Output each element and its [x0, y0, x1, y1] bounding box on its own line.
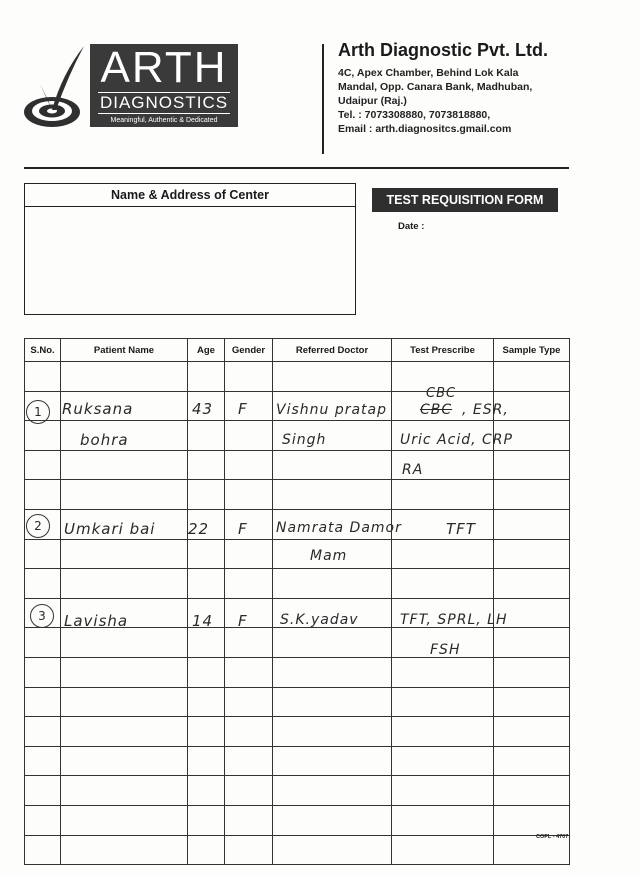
- table-row: [25, 717, 570, 747]
- table-cell: [494, 480, 570, 510]
- table-cell: [61, 776, 188, 806]
- table-cell: [273, 569, 392, 599]
- referred-doctor: Mam: [310, 548, 348, 564]
- test-prescribed: RA: [402, 462, 424, 478]
- table-cell: [494, 717, 570, 747]
- address-line: Udaipur (Raj.): [338, 95, 407, 107]
- table-cell: [61, 805, 188, 835]
- phone-line: Tel. : 7073308880, 7073818880,: [338, 109, 491, 121]
- table-cell: [494, 746, 570, 776]
- table-cell: [61, 362, 188, 392]
- test-prescribed: , ESR,: [462, 402, 509, 418]
- table-cell: [273, 450, 392, 480]
- logo-brand-text: ARTH: [100, 43, 228, 92]
- table-row: [25, 480, 570, 510]
- target-logo-icon: [22, 44, 90, 132]
- table-row: [25, 805, 570, 835]
- table-row: [25, 776, 570, 806]
- table-cell: [494, 569, 570, 599]
- patient-name: bohra: [80, 431, 129, 449]
- table-cell: [225, 421, 273, 451]
- center-box-divider: [25, 206, 355, 207]
- table-cell: [188, 657, 225, 687]
- table-cell: [494, 509, 570, 539]
- table-cell: [392, 717, 494, 747]
- table-cell: [273, 717, 392, 747]
- table-row: [25, 835, 570, 865]
- table-row: [25, 569, 570, 599]
- col-header-referred-doctor: Referred Doctor: [273, 339, 392, 362]
- table-row: [25, 362, 570, 392]
- table-cell: [25, 746, 61, 776]
- test-prescribed-struck: CBC: [420, 402, 453, 418]
- table-cell: [25, 569, 61, 599]
- col-header-patient-name: Patient Name: [61, 339, 188, 362]
- table-cell: [273, 628, 392, 658]
- table-cell: [61, 687, 188, 717]
- table-cell: [61, 657, 188, 687]
- col-header-test-prescribe: Test Prescribe: [392, 339, 494, 362]
- center-address-box: [24, 183, 356, 315]
- patient-age: 14: [192, 612, 214, 630]
- table-cell: [61, 539, 188, 569]
- form-title-banner: TEST REQUISITION FORM: [372, 188, 558, 212]
- table-cell: [188, 362, 225, 392]
- table-cell: [494, 687, 570, 717]
- table-cell: [392, 805, 494, 835]
- patient-gender: F: [238, 612, 248, 630]
- patient-gender: F: [238, 520, 248, 538]
- table-cell: [61, 835, 188, 865]
- logo-tagline: Meaningful, Authentic & Dedicated: [110, 117, 218, 124]
- table-cell: [273, 687, 392, 717]
- table-cell: [225, 539, 273, 569]
- table-cell: [392, 539, 494, 569]
- table-cell: [225, 717, 273, 747]
- center-box-title: Name & Address of Center: [111, 188, 269, 202]
- table-cell: [225, 569, 273, 599]
- table-cell: [61, 746, 188, 776]
- table-cell: [25, 480, 61, 510]
- test-prescribed: FSH: [430, 642, 461, 658]
- table-cell: [25, 717, 61, 747]
- table-cell: [25, 687, 61, 717]
- patient-name: Ruksana: [62, 400, 134, 418]
- table-cell: [494, 450, 570, 480]
- table-cell: [392, 509, 494, 539]
- table-cell: [392, 835, 494, 865]
- test-prescribed: TFT: [446, 520, 476, 538]
- referred-doctor: Vishnu pratap: [276, 402, 388, 418]
- table-cell: [25, 362, 61, 392]
- table-row: [25, 657, 570, 687]
- test-prescribed: TFT, SPRL, LH: [400, 612, 508, 628]
- table-cell: [188, 539, 225, 569]
- col-header-sample-type: Sample Type: [494, 339, 570, 362]
- header-divider: [322, 44, 324, 154]
- table-cell: [225, 657, 273, 687]
- table-cell: [188, 776, 225, 806]
- table-cell: [273, 480, 392, 510]
- table-cell: [494, 628, 570, 658]
- table-row: [25, 628, 570, 658]
- table-cell: [225, 746, 273, 776]
- header-rule: [24, 167, 569, 169]
- date-label: Date :: [398, 221, 425, 232]
- table-cell: [225, 628, 273, 658]
- company-address: [338, 66, 568, 136]
- company-name: Arth Diagnostic Pvt. Ltd.: [338, 40, 549, 60]
- address-line: Mandal, Opp. Canara Bank, Madhuban,: [338, 81, 533, 93]
- entry-number: 3: [30, 604, 54, 628]
- col-header-age: Age: [188, 339, 225, 362]
- table-cell: [494, 539, 570, 569]
- table-cell: [225, 776, 273, 806]
- patient-name: Lavisha: [64, 612, 129, 630]
- table-cell: [225, 598, 273, 628]
- table-cell: [225, 805, 273, 835]
- col-header-sno: S.No.: [25, 339, 61, 362]
- table-cell: [273, 362, 392, 392]
- table-cell: [188, 450, 225, 480]
- table-cell: [25, 657, 61, 687]
- table-cell: [188, 569, 225, 599]
- table-cell: [225, 687, 273, 717]
- patient-age: 22: [188, 520, 210, 538]
- patient-age: 43: [192, 400, 214, 418]
- table-cell: [61, 569, 188, 599]
- table-cell: [188, 805, 225, 835]
- referred-doctor: Singh: [282, 432, 327, 448]
- table-cell: [225, 391, 273, 421]
- table-cell: [25, 628, 61, 658]
- brand-logo: [90, 44, 238, 127]
- email-line: Email : arth.diagnositcs.gmail.com: [338, 123, 512, 135]
- referred-doctor: S.K.yadav: [280, 612, 359, 628]
- table-cell: [273, 746, 392, 776]
- table-cell: [61, 450, 188, 480]
- table-cell: [61, 717, 188, 747]
- patient-gender: F: [238, 400, 248, 418]
- test-prescribed: Uric Acid, CRP: [400, 432, 513, 448]
- table-row: [25, 687, 570, 717]
- table-cell: [61, 628, 188, 658]
- table-cell: [225, 509, 273, 539]
- table-cell: [188, 480, 225, 510]
- table-cell: [494, 362, 570, 392]
- table-cell: [25, 776, 61, 806]
- table-row: [25, 539, 570, 569]
- table-cell: [225, 480, 273, 510]
- entry-number: 2: [26, 514, 50, 538]
- table-cell: [392, 569, 494, 599]
- table-cell: [273, 657, 392, 687]
- table-cell: [392, 480, 494, 510]
- table-cell: [273, 776, 392, 806]
- table-cell: [188, 687, 225, 717]
- patient-name: Umkari bai: [64, 520, 156, 538]
- table-row: [25, 746, 570, 776]
- table-cell: [25, 539, 61, 569]
- table-cell: [494, 776, 570, 806]
- table-cell: [188, 717, 225, 747]
- table-header-row: [25, 339, 570, 362]
- table-cell: [25, 805, 61, 835]
- table-cell: [273, 835, 392, 865]
- logo-sub-text: DIAGNOSTICS: [99, 93, 229, 112]
- table-cell: [61, 480, 188, 510]
- table-row: [25, 450, 570, 480]
- table-cell: [225, 835, 273, 865]
- table-cell: [225, 450, 273, 480]
- address-line: 4C, Apex Chamber, Behind Lok Kala: [338, 67, 519, 79]
- table-cell: [225, 362, 273, 392]
- table-cell: [188, 421, 225, 451]
- table-cell: [392, 657, 494, 687]
- table-cell: [188, 835, 225, 865]
- referred-doctor: Namrata Damor: [276, 520, 402, 536]
- table-cell: [273, 805, 392, 835]
- col-header-gender: Gender: [225, 339, 273, 362]
- table-cell: [392, 776, 494, 806]
- table-cell: [25, 450, 61, 480]
- table-cell: [188, 746, 225, 776]
- table-cell: [392, 746, 494, 776]
- table-cell: [494, 657, 570, 687]
- form-code: COPL - 4707: [536, 834, 569, 840]
- table-cell: [494, 805, 570, 835]
- table-cell: [188, 628, 225, 658]
- table-cell: [25, 421, 61, 451]
- entry-number: 1: [26, 400, 50, 424]
- test-prescribed: CBC: [426, 386, 457, 401]
- table-cell: [392, 687, 494, 717]
- table-cell: [25, 835, 61, 865]
